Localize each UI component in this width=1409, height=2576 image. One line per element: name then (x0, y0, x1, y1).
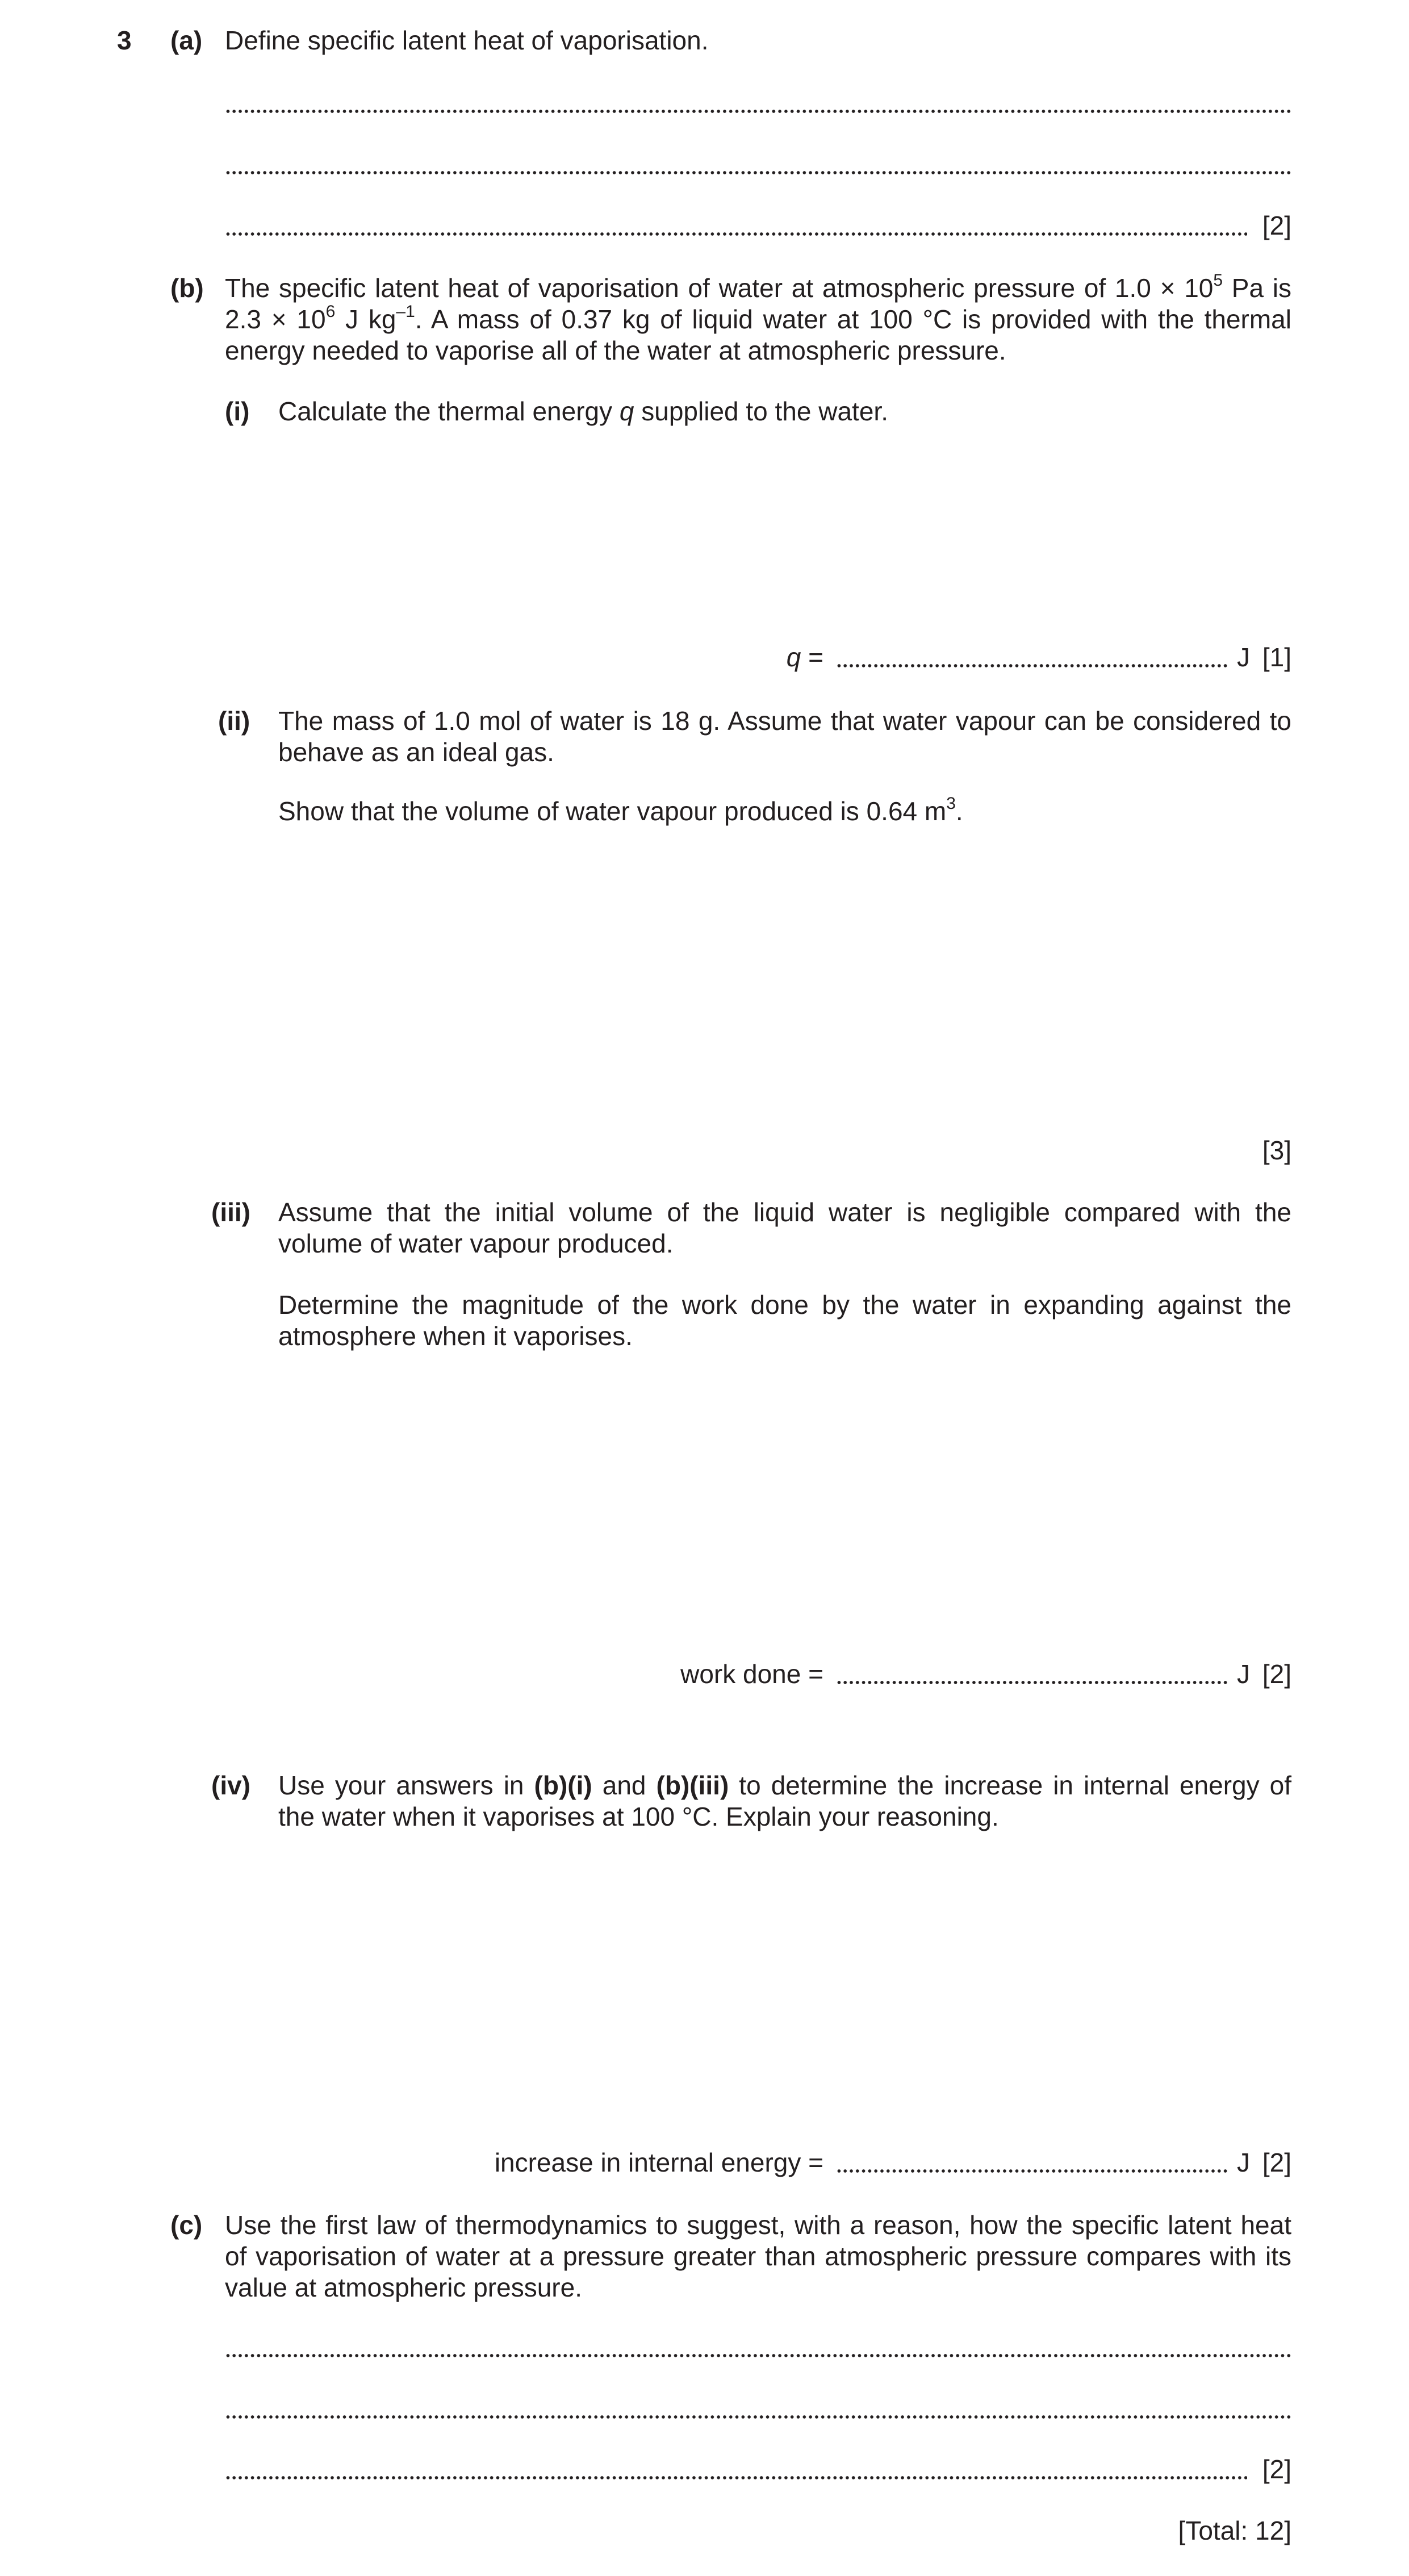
question-number: 3 (117, 26, 132, 55)
part-b-i-text: Calculate the thermal energy q supplied to the water. (278, 396, 888, 426)
part-b-i-unit: J (1237, 642, 1250, 672)
part-b-iv-unit: J (1237, 2148, 1250, 2177)
part-a-text: Define specific latent heat of vaporisation. (225, 26, 709, 55)
part-b-label: (b) (170, 273, 204, 303)
part-b-iii-text-1: Assume that the initial volume of the liquid water is negligible compared with the volume of water vapour produced. (278, 1197, 1291, 1258)
part-b-i-label: (i) (225, 396, 250, 426)
part-b-iii-marks: [2] (1262, 1659, 1291, 1689)
part-b-iv-marks: [2] (1262, 2148, 1291, 2177)
part-b-iv-text: Use your answers in (b)(i) and (b)(iii) to determine the increase in internal energy of the water when it vaporises at 100 °C. Explain your reasoning. (278, 1771, 1292, 1831)
part-b-ii-text-1: The mass of 1.0 mol of water is 18 g. Assume that water vapour can be considered to behave as an ideal gas. (278, 706, 1291, 767)
answer-line-a-3[interactable] (225, 232, 1247, 236)
part-c-text: Use the first law of thermodynamics to suggest, with a reason, how the specific latent heat of vaporisation of water at a pressure greater than atmospheric pressure compares with its value at atmospheric pressure. (225, 2210, 1291, 2302)
part-c-label: (c) (170, 2210, 203, 2240)
total-marks: [Total: 12] (1178, 2516, 1291, 2545)
part-a-label: (a) (170, 26, 203, 55)
part-b-iii-text-2: Determine the magnitude of the work done by the water in expanding against the atmosphere when it vaporises. (278, 1290, 1291, 1351)
part-b-intro: The specific latent heat of vaporisation of water at atmospheric pressure of $1.0 \times 10^5$ Pa is $2.3 \times 10^6$ J $kg^{-1}$. A mass of 0.37 kg of liquid water at 100 °C is provided with the thermal energy needed to vaporise all of the water at atmospheric pressure. (225, 270, 1292, 365)
answer-line-b-i[interactable] (836, 663, 1228, 668)
part-b-ii-label: (ii) (218, 706, 250, 736)
part-b-i-answer-label: q = (786, 642, 823, 672)
part-a-marks: [2] (1262, 211, 1291, 240)
answer-line-b-iii[interactable] (836, 1680, 1228, 1685)
part-c-marks: [2] (1262, 2454, 1291, 2484)
part-b-ii-marks: [3] (1262, 1135, 1291, 1165)
part-b-ii-text-2: Show that the volume of water vapour produced is 0.64 $m^3$. (278, 794, 963, 826)
part-b-iv-answer-label: increase in internal energy = (494, 2148, 823, 2177)
answer-line-c-3[interactable] (225, 2475, 1247, 2480)
part-b-iii-label: (iii) (211, 1197, 250, 1227)
answer-line-a-1[interactable] (225, 109, 1291, 114)
answer-line-c-2[interactable] (225, 2415, 1291, 2419)
part-b-iv-label: (iv) (211, 1771, 250, 1800)
part-b-iii-answer-label: work done = (680, 1659, 823, 1689)
answer-line-c-1[interactable] (225, 2353, 1291, 2358)
answer-line-b-iv[interactable] (836, 2169, 1228, 2173)
part-b-i-marks: [1] (1262, 642, 1291, 672)
answer-line-a-2[interactable] (225, 170, 1291, 175)
part-b-iii-unit: J (1237, 1659, 1250, 1689)
